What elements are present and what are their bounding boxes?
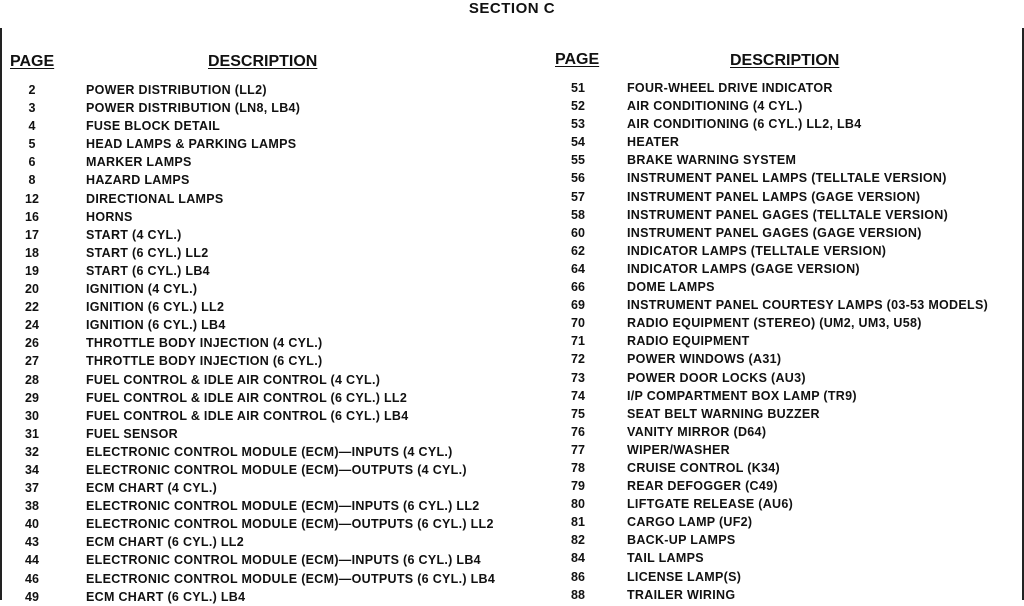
page-number: 75 bbox=[571, 406, 585, 421]
page-number: 8 bbox=[28, 173, 36, 188]
index-row bbox=[0, 425, 520, 443]
page-number: 29 bbox=[25, 390, 39, 405]
page-number: 53 bbox=[571, 117, 585, 132]
page-number: 18 bbox=[25, 245, 39, 260]
page-number: 49 bbox=[25, 589, 39, 604]
page-number: 26 bbox=[25, 336, 39, 351]
page-number: 24 bbox=[25, 318, 39, 333]
page-number: 20 bbox=[25, 282, 39, 297]
page-number: 66 bbox=[571, 280, 585, 295]
page-description: POWER DISTRIBUTION (LN8, LB4) bbox=[86, 101, 301, 116]
page-description: MARKER LAMPS bbox=[86, 155, 192, 170]
page-number: 19 bbox=[25, 263, 39, 278]
page-description: START (4 CYL.) bbox=[86, 227, 182, 242]
page-description: START (6 CYL.) LL2 bbox=[86, 245, 209, 260]
page-number: 3 bbox=[28, 101, 36, 116]
index-row bbox=[0, 171, 520, 189]
index-row bbox=[0, 334, 520, 352]
index-row bbox=[0, 407, 520, 425]
index-row bbox=[540, 332, 1024, 350]
index-row bbox=[0, 135, 520, 153]
page-description: IGNITION (4 CYL.) bbox=[86, 282, 198, 297]
page-description: POWER DOOR LOCKS (AU3) bbox=[627, 370, 806, 385]
page-description: VANITY MIRROR (D64) bbox=[627, 424, 767, 439]
page-description: INDICATOR LAMPS (GAGE VERSION) bbox=[627, 261, 860, 276]
left-index-list bbox=[0, 81, 520, 606]
page-description: INSTRUMENT PANEL LAMPS (GAGE VERSION) bbox=[627, 189, 921, 204]
section-title: SECTION C bbox=[468, 0, 556, 17]
page-number: 84 bbox=[571, 551, 585, 566]
page-number: 16 bbox=[25, 209, 39, 224]
page-number: 5 bbox=[28, 137, 36, 152]
page-description: ECM CHART (6 CYL.) LL2 bbox=[86, 535, 244, 550]
page-description: CRUISE CONTROL (K34) bbox=[627, 460, 781, 475]
page-description: INSTRUMENT PANEL LAMPS (TELLTALE VERSION) bbox=[627, 171, 947, 186]
page-description: ELECTRONIC CONTROL MODULE (ECM)—OUTPUTS (6 CYL.) LL2 bbox=[86, 517, 494, 532]
index-row bbox=[540, 188, 1024, 206]
page-number: 86 bbox=[571, 569, 585, 584]
page-number: 71 bbox=[571, 334, 585, 349]
page-number: 4 bbox=[28, 119, 36, 134]
index-row bbox=[0, 461, 520, 479]
index-row bbox=[540, 314, 1024, 332]
page-number: 72 bbox=[571, 352, 585, 367]
page-number: 77 bbox=[571, 442, 585, 457]
page-number: 62 bbox=[571, 243, 585, 258]
index-row bbox=[0, 533, 520, 551]
index-row bbox=[0, 570, 520, 588]
index-row bbox=[0, 443, 520, 461]
page-description: POWER DISTRIBUTION (LL2) bbox=[86, 83, 267, 97]
page-description: FUEL CONTROL & IDLE AIR CONTROL (6 CYL.) LL2 bbox=[86, 390, 408, 405]
index-row bbox=[540, 586, 1024, 604]
page-number: 40 bbox=[25, 517, 39, 532]
page-description: BACK-UP LAMPS bbox=[627, 533, 736, 548]
page-description: BRAKE WARNING SYSTEM bbox=[627, 153, 797, 168]
page-number: 55 bbox=[571, 153, 585, 168]
index-row bbox=[0, 497, 520, 515]
page-description: HORNS bbox=[86, 209, 133, 224]
page-number: 37 bbox=[25, 481, 39, 496]
index-row bbox=[540, 495, 1024, 513]
index-row bbox=[0, 316, 520, 334]
page-number: 80 bbox=[571, 497, 585, 512]
index-row bbox=[540, 405, 1024, 423]
index-row bbox=[0, 280, 520, 298]
right-index-list bbox=[540, 79, 1024, 604]
page-description: IGNITION (6 CYL.) LL2 bbox=[86, 300, 225, 315]
page-number: 17 bbox=[25, 227, 39, 242]
page-number: 74 bbox=[571, 388, 585, 403]
page-number: 69 bbox=[571, 298, 585, 313]
page-description: FUEL CONTROL & IDLE AIR CONTROL (4 CYL.) bbox=[86, 372, 381, 387]
index-row bbox=[0, 244, 520, 262]
index-row bbox=[540, 115, 1024, 133]
page-number: 88 bbox=[571, 587, 585, 602]
page-description: SEAT BELT WARNING BUZZER bbox=[627, 406, 820, 421]
page-description: WIPER/WASHER bbox=[627, 442, 730, 457]
page-number: 64 bbox=[571, 261, 585, 276]
page-description: HEAD LAMPS & PARKING LAMPS bbox=[86, 137, 297, 152]
page-description: RADIO EQUIPMENT bbox=[627, 334, 750, 349]
page-description: HAZARD LAMPS bbox=[86, 173, 190, 188]
page-number: 81 bbox=[571, 515, 585, 530]
page-number: 51 bbox=[571, 81, 585, 95]
page-number: 52 bbox=[571, 99, 585, 114]
page-description: INSTRUMENT PANEL GAGES (GAGE VERSION) bbox=[627, 225, 922, 240]
page-number: 70 bbox=[571, 316, 585, 331]
page-number: 44 bbox=[25, 553, 39, 568]
index-row bbox=[540, 369, 1024, 387]
page-number: 46 bbox=[25, 571, 39, 586]
page-description: ECM CHART (4 CYL.) bbox=[86, 481, 218, 496]
index-row bbox=[540, 387, 1024, 405]
index-row bbox=[0, 515, 520, 533]
index-row bbox=[0, 117, 520, 135]
index-row bbox=[0, 479, 520, 497]
index-row bbox=[540, 242, 1024, 260]
index-row bbox=[540, 423, 1024, 441]
index-row bbox=[0, 371, 520, 389]
page-description: ELECTRONIC CONTROL MODULE (ECM)—OUTPUTS (6 CYL.) LB4 bbox=[86, 571, 496, 586]
page-description: FOUR-WHEEL DRIVE INDICATOR bbox=[627, 81, 833, 95]
page-description: RADIO EQUIPMENT (STEREO) (UM2, UM3, U58) bbox=[627, 316, 922, 331]
index-row bbox=[540, 459, 1024, 477]
page-description: TRAILER WIRING bbox=[627, 587, 736, 602]
page-description: ELECTRONIC CONTROL MODULE (ECM)—INPUTS (6 CYL.) LB4 bbox=[86, 553, 481, 568]
index-row bbox=[540, 350, 1024, 368]
index-row bbox=[540, 169, 1024, 187]
page-number: 54 bbox=[571, 135, 585, 150]
index-row bbox=[0, 389, 520, 407]
index-row bbox=[0, 208, 520, 226]
page-description: ELECTRONIC CONTROL MODULE (ECM)—INPUTS (6 CYL.) LL2 bbox=[86, 499, 480, 514]
index-row bbox=[540, 441, 1024, 459]
index-row bbox=[540, 278, 1024, 296]
index-row bbox=[0, 153, 520, 171]
page-number: 28 bbox=[25, 372, 39, 387]
index-row bbox=[540, 477, 1024, 495]
page-description: LIFTGATE RELEASE (AU6) bbox=[627, 497, 794, 512]
page-number: 27 bbox=[25, 354, 39, 369]
page-description: DOME LAMPS bbox=[627, 280, 715, 295]
page-description: FUEL SENSOR bbox=[86, 426, 178, 441]
right-page-header: PAGE bbox=[555, 51, 600, 68]
page-description: INSTRUMENT PANEL COURTESY LAMPS (03-53 MODELS) bbox=[627, 298, 989, 313]
index-row bbox=[0, 262, 520, 280]
page-number: 32 bbox=[25, 444, 39, 459]
left-description-header: DESCRIPTION bbox=[208, 53, 318, 70]
page-description: AIR CONDITIONING (4 CYL.) bbox=[627, 99, 803, 114]
page-number: 30 bbox=[25, 408, 39, 423]
index-row bbox=[0, 99, 520, 117]
page-description: ELECTRONIC CONTROL MODULE (ECM)—INPUTS (4 CYL.) bbox=[86, 444, 453, 459]
index-row bbox=[540, 151, 1024, 169]
page-description: POWER WINDOWS (A31) bbox=[627, 352, 782, 367]
index-row bbox=[0, 588, 520, 606]
page-number: 73 bbox=[571, 370, 585, 385]
page-description: CARGO LAMP (UF2) bbox=[627, 515, 753, 530]
page-number: 6 bbox=[28, 155, 36, 170]
page-description: THROTTLE BODY INJECTION (6 CYL.) bbox=[86, 354, 323, 369]
page-description: DIRECTIONAL LAMPS bbox=[86, 191, 224, 206]
page-number: 2 bbox=[28, 83, 36, 97]
index-row bbox=[540, 224, 1024, 242]
page-description: THROTTLE BODY INJECTION (4 CYL.) bbox=[86, 336, 323, 351]
index-row bbox=[540, 513, 1024, 531]
page-description: REAR DEFOGGER (C49) bbox=[627, 479, 778, 494]
index-row bbox=[540, 97, 1024, 115]
page-description: FUSE BLOCK DETAIL bbox=[86, 119, 221, 134]
page-number: 79 bbox=[571, 479, 585, 494]
page-description: HEATER bbox=[627, 135, 680, 150]
index-row bbox=[0, 551, 520, 569]
page-description: ECM CHART (6 CYL.) LB4 bbox=[86, 589, 246, 604]
page-number: 76 bbox=[571, 424, 585, 439]
page-number: 31 bbox=[25, 426, 39, 441]
page-number: 82 bbox=[571, 533, 585, 548]
index-row bbox=[540, 531, 1024, 549]
page-description: AIR CONDITIONING (6 CYL.) LL2, LB4 bbox=[627, 117, 862, 132]
page-number: 78 bbox=[571, 460, 585, 475]
index-row bbox=[0, 190, 520, 208]
page-description: INDICATOR LAMPS (TELLTALE VERSION) bbox=[627, 243, 887, 258]
left-page-header: PAGE bbox=[10, 53, 55, 70]
page-number: 34 bbox=[25, 462, 39, 477]
page-description: TAIL LAMPS bbox=[627, 551, 704, 566]
right-description-header: DESCRIPTION bbox=[730, 52, 840, 69]
index-row bbox=[540, 79, 1024, 97]
page-description: ELECTRONIC CONTROL MODULE (ECM)—OUTPUTS (4 CYL.) bbox=[86, 462, 467, 477]
index-row bbox=[540, 206, 1024, 224]
index-row bbox=[0, 298, 520, 316]
index-row bbox=[540, 260, 1024, 278]
page-number: 58 bbox=[571, 207, 585, 222]
page-description: IGNITION (6 CYL.) LB4 bbox=[86, 318, 226, 333]
page-description: START (6 CYL.) LB4 bbox=[86, 263, 210, 278]
page-number: 22 bbox=[25, 300, 39, 315]
index-row bbox=[0, 81, 520, 99]
page-description: FUEL CONTROL & IDLE AIR CONTROL (6 CYL.) LB4 bbox=[86, 408, 409, 423]
index-row bbox=[0, 352, 520, 370]
page-number: 38 bbox=[25, 499, 39, 514]
page-number: 57 bbox=[571, 189, 585, 204]
page-number: 43 bbox=[25, 535, 39, 550]
index-row bbox=[540, 296, 1024, 314]
page-number: 60 bbox=[571, 225, 585, 240]
index-row bbox=[540, 549, 1024, 567]
index-row bbox=[540, 568, 1024, 586]
page-number: 12 bbox=[25, 191, 39, 206]
page-description: LICENSE LAMP(S) bbox=[627, 569, 742, 584]
page-description: INSTRUMENT PANEL GAGES (TELLTALE VERSION) bbox=[627, 207, 949, 222]
page-number: 56 bbox=[571, 171, 585, 186]
index-row bbox=[0, 226, 520, 244]
page-description: I/P COMPARTMENT BOX LAMP (TR9) bbox=[627, 388, 857, 403]
index-row bbox=[540, 133, 1024, 151]
